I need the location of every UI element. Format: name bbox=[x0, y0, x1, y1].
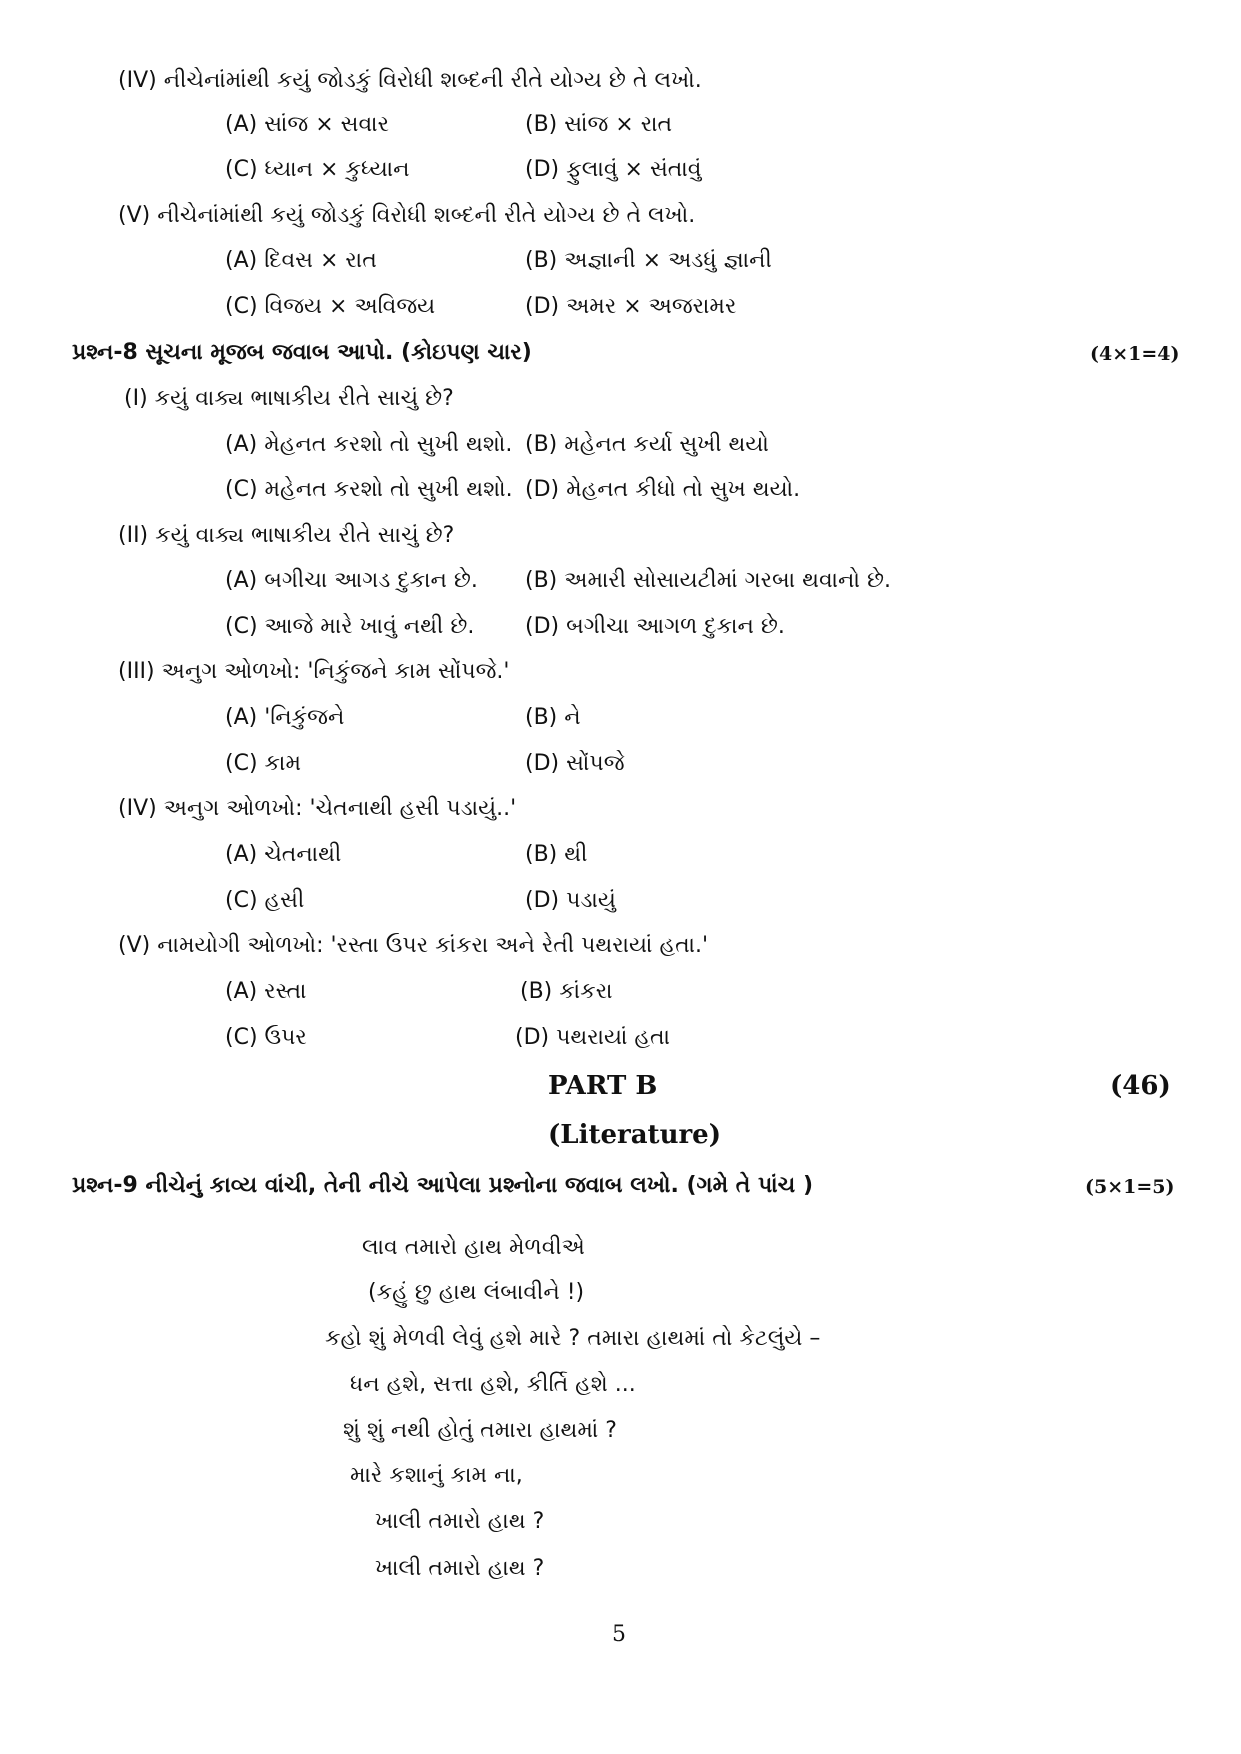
q8-ii-option-a: (A) બગીચા આગડ દુકાન છે. bbox=[225, 568, 478, 593]
q7-iv-option-a: (A) સાંજ × સવાર bbox=[225, 112, 389, 137]
q7-v-option-c: (C) વિજય × અવિજય bbox=[225, 294, 436, 319]
q8-i-option-c: (C) મહેનત કરશો તો સુખી થશો. bbox=[225, 477, 513, 502]
q8-i-option-a: (A) મેહનત કરશો તો સુખી થશો. bbox=[225, 432, 513, 457]
part-b-subtitle: (Literature) bbox=[548, 1120, 722, 1150]
q8-iv-option-d: (D) પડાયું bbox=[525, 888, 616, 913]
q8-ii-option-d: (D) બગીચા આગળ દુકાન છે. bbox=[525, 614, 785, 639]
q8-iii-option-b: (B) ને bbox=[525, 705, 581, 730]
q8-v-option-d: (D) પથરાયાં હતા bbox=[515, 1025, 671, 1050]
poem-line-1: લાવ તમારો હાથ મેળવીએ bbox=[362, 1235, 585, 1260]
q7-iv-question: (IV) નીચેનાંમાંથી કયું જોડકું વિરોધી શબ્દની રીતે યોગ્ય છે તે લખો. bbox=[118, 68, 702, 93]
q8-iv-option-a: (A) ચેતનાથી bbox=[225, 842, 342, 867]
q8-v-option-a: (A) રસ્તા bbox=[225, 979, 307, 1004]
poem-line-2: (કહું છુ હાથ લંબાવીને !) bbox=[368, 1280, 585, 1305]
q7-v-option-a: (A) દિવસ × રાત bbox=[225, 248, 377, 273]
q8-iii-option-a: (A) 'નિકુંજને bbox=[225, 705, 345, 730]
q7-iv-option-c: (C) ધ્યાન × કુધ્યાન bbox=[225, 157, 410, 182]
part-b-marks: (46) bbox=[1110, 1071, 1171, 1101]
q7-v-option-d: (D) અમર × અજરામર bbox=[525, 294, 737, 319]
q8-v-option-b: (B) કાંકરા bbox=[520, 979, 613, 1004]
poem-line-4: ધન હશે, સત્તા હશે, કીર્તિ હશે ... bbox=[350, 1372, 636, 1397]
q9-heading: પ્રશ્ન-9 નીચેનું કાવ્ય વાંચી, તેની નીચે આપેલા પ્રશ્નોના જવાબ લખો. (ગમે તે પાંચ ) bbox=[72, 1173, 813, 1198]
page-number: 5 bbox=[612, 1622, 626, 1647]
q7-iv-option-d: (D) ફુલાવું × સંતાવું bbox=[525, 157, 702, 182]
q8-i-question: (I) કયું વાક્ય ભાષાકીય રીતે સાચું છે? bbox=[124, 386, 454, 411]
q8-heading: પ્રશ્ન-8 સૂચના મૂજબ જવાબ આપો. (કોઇપણ ચાર) bbox=[72, 340, 532, 365]
q8-iii-option-c: (C) કામ bbox=[225, 751, 301, 776]
q7-v-option-b: (B) અજ્ઞાની × અડધું જ્ઞાની bbox=[525, 248, 772, 273]
q8-iii-option-d: (D) સોંપજે bbox=[525, 751, 625, 776]
q9-marks: (5×1=5) bbox=[1085, 1176, 1175, 1198]
poem-line-7: ખાલી તમારો હાથ ? bbox=[375, 1509, 545, 1534]
q8-iii-question: (III) અનુગ ઓળખો: 'નિકુંજને કામ સોંપજે.' bbox=[118, 659, 510, 684]
q8-i-option-b: (B) મહેનત કર્યા સુખી થયો bbox=[525, 432, 769, 457]
poem-line-6: મારે કશાનું કામ ના, bbox=[350, 1463, 523, 1488]
q8-v-question: (V) નામયોગી ઓળખો: 'રસ્તા ઉપર કાંકરા અને રેતી પથરાયાં હતા.' bbox=[118, 933, 709, 958]
q8-ii-option-c: (C) આજે મારે ખાવું નથી છે. bbox=[225, 614, 475, 639]
poem-line-8: ખાલી તમારો હાથ ? bbox=[375, 1556, 545, 1581]
q8-iv-question: (IV) અનુગ ઓળખો: 'ચેતનાથી હસી પડાયું..' bbox=[118, 796, 517, 821]
q8-ii-question: (II) કયું વાક્ય ભાષાકીય રીતે સાચું છે? bbox=[118, 523, 455, 548]
poem-line-5: શું શું નથી હોતું તમારા હાથમાં ? bbox=[343, 1418, 617, 1443]
q8-marks: (4×1=4) bbox=[1090, 343, 1180, 365]
q7-iv-option-b: (B) સાંજ × રાત bbox=[525, 112, 673, 137]
poem-line-3: કહો શું મેળવી લેવું હશે મારે ? તમારા હાથમાં તો કેટલુંયે – bbox=[325, 1326, 821, 1351]
q8-iv-option-c: (C) હસી bbox=[225, 888, 305, 913]
q8-v-option-c: (C) ઉપર bbox=[225, 1025, 307, 1050]
q7-v-question: (V) નીચેનાંમાંથી કયું જોડકું વિરોધી શબ્દની રીતે યોગ્ય છે તે લખો. bbox=[118, 203, 696, 228]
q8-iv-option-b: (B) થી bbox=[525, 842, 588, 867]
q8-i-option-d: (D) મેહનત કીધો તો સુખ થયો. bbox=[525, 477, 801, 502]
part-b-title: PART B bbox=[548, 1071, 658, 1101]
q8-ii-option-b: (B) અમારી સોસાયટીમાં ગરબા થવાનો છે. bbox=[525, 568, 891, 593]
